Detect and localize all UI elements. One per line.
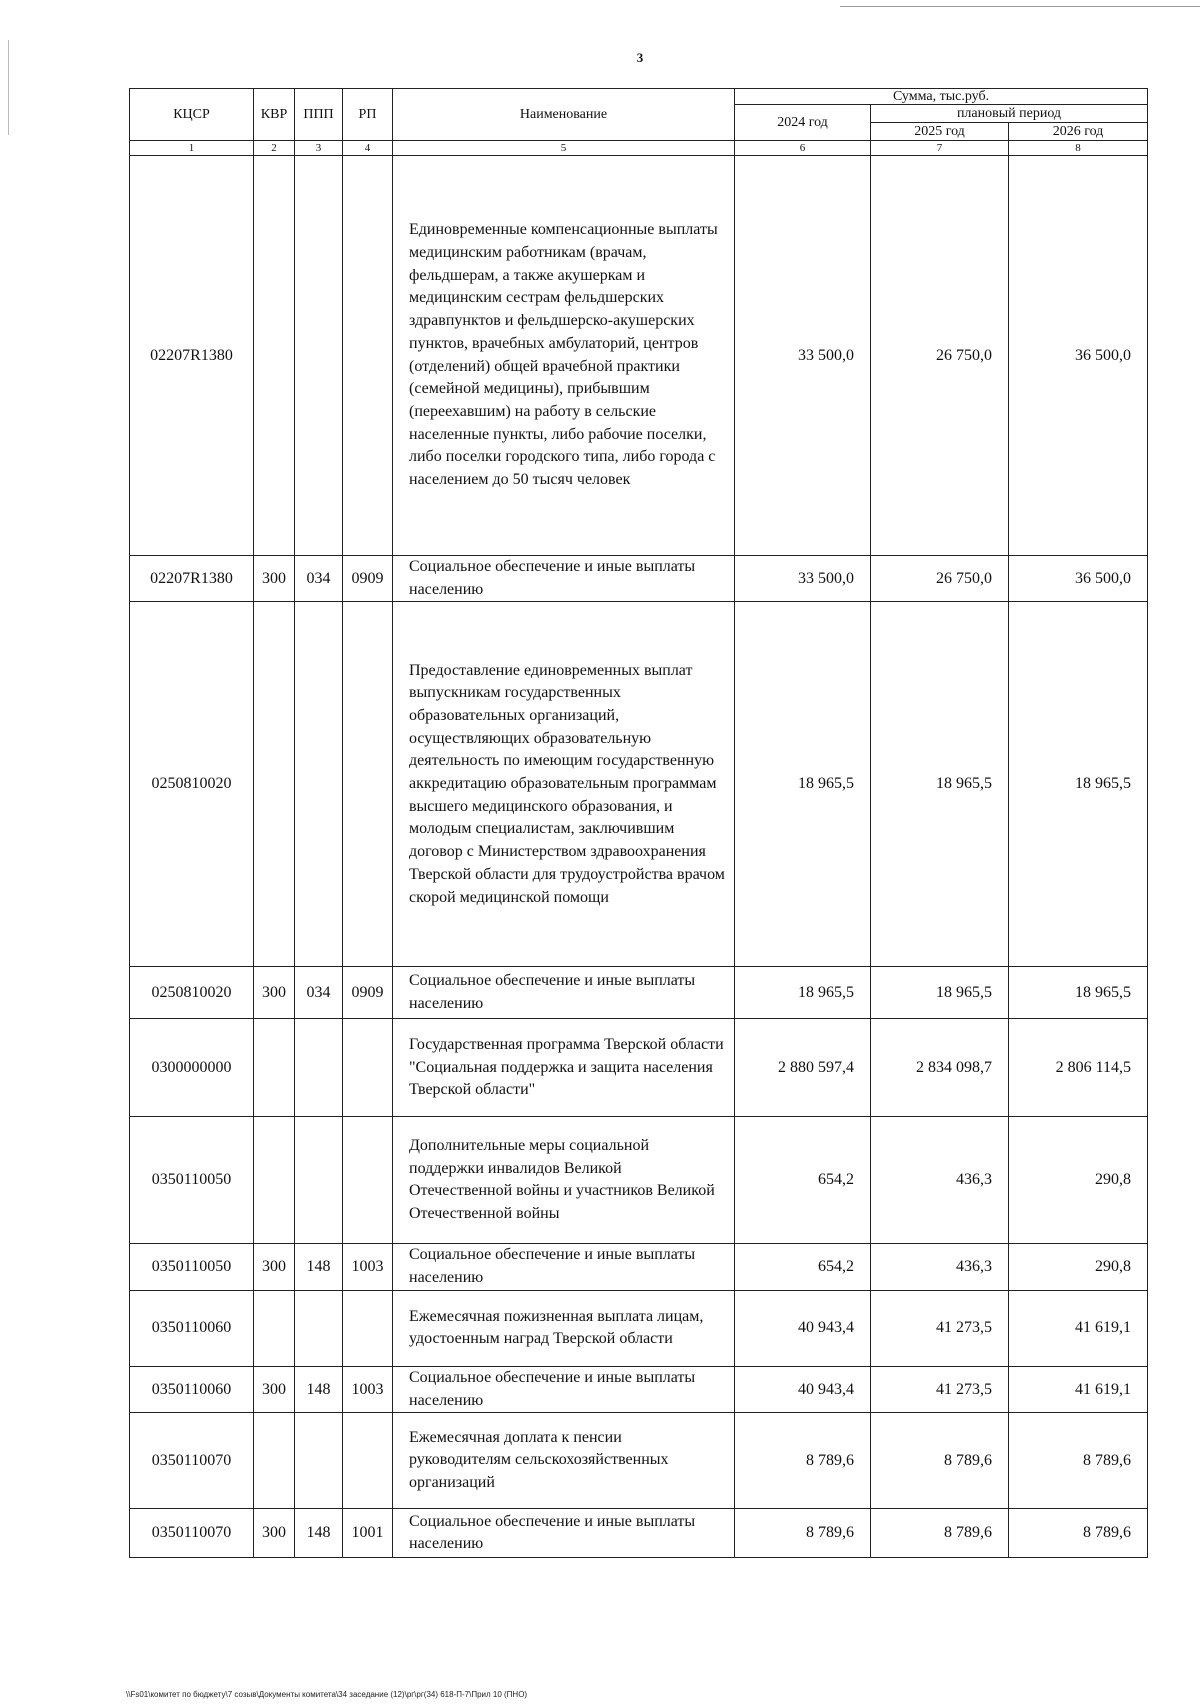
table-row [130,967,1148,1019]
page-number: 3 [636,50,644,65]
ppp-cell [295,156,343,556]
kcsr-cell: 0350110070 [130,1413,254,1509]
table-row [130,1509,1148,1558]
header-name: Наименование [393,89,735,141]
amount-2025-cell: 41 273,5 [871,1366,1009,1412]
rp-cell: 0909 [343,556,393,602]
amount-2026-cell: 41 619,1 [1009,1290,1148,1366]
rp-cell: 1001 [343,1509,393,1558]
kcsr-cell: 0250810020 [130,967,254,1019]
budget-table [129,88,1148,1558]
ppp-cell: 148 [295,1244,343,1290]
name-cell: Социальное обеспечение и иные выплаты населению [393,1244,735,1290]
header-year-2024: 2024 год [735,105,871,141]
column-number: 8 [1009,141,1148,156]
kvr-cell: 300 [254,1366,295,1412]
kvr-cell [254,602,295,967]
column-number: 7 [871,141,1009,156]
header-year-2026: 2026 год [1009,123,1148,141]
kvr-cell [254,156,295,556]
kcsr-cell: 02207R1380 [130,156,254,556]
amount-2024-cell: 40 943,4 [735,1366,871,1412]
amount-2025-cell: 41 273,5 [871,1290,1009,1366]
amount-2026-cell: 2 806 114,5 [1009,1019,1148,1117]
amount-2026-cell: 8 789,6 [1009,1509,1148,1558]
table-row [130,1117,1148,1244]
table-row [130,1413,1148,1509]
amount-2025-cell: 26 750,0 [871,556,1009,602]
name-cell: Ежемесячная пожизненная выплата лицам, удостоенным наград Тверской области [393,1290,735,1366]
amount-2026-cell: 290,8 [1009,1244,1148,1290]
column-number: 1 [130,141,254,156]
name-cell: Предоставление единовременных выплат выпускникам государственных образовательных организаций, осуществляющих образовательную деятельность по имеющим государственную аккредитацию образовательным программам высшего медицинского образования, и молодым специалистам, заключившим договор с Министерством здравоохранения Тверской области для трудоустройства врачом скорой медицинской помощи [393,602,735,967]
table-row [130,1366,1148,1412]
kvr-cell [254,1290,295,1366]
amount-2026-cell: 18 965,5 [1009,602,1148,967]
name-cell: Государственная программа Тверской области "Социальная поддержка и защита населения Тверской области" [393,1019,735,1117]
amount-2025-cell: 436,3 [871,1244,1009,1290]
ppp-cell [295,1290,343,1366]
kvr-cell [254,1019,295,1117]
rp-cell: 1003 [343,1366,393,1412]
amount-2026-cell: 290,8 [1009,1117,1148,1244]
header-planned-period: плановый период [871,105,1148,123]
column-number: 3 [295,141,343,156]
amount-2025-cell: 2 834 098,7 [871,1019,1009,1117]
rp-cell [343,1019,393,1117]
kvr-cell [254,1117,295,1244]
name-cell: Социальное обеспечение и иные выплаты населению [393,967,735,1019]
kcsr-cell: 0350110070 [130,1509,254,1558]
ppp-cell [295,1117,343,1244]
amount-2024-cell: 8 789,6 [735,1509,871,1558]
kvr-cell: 300 [254,967,295,1019]
amount-2025-cell: 8 789,6 [871,1509,1009,1558]
column-number: 2 [254,141,295,156]
amount-2026-cell: 36 500,0 [1009,556,1148,602]
amount-2024-cell: 654,2 [735,1244,871,1290]
footer-file-path: \\Fs01\комитет по бюджету\7 созыв\Документы комитета\34 заседание (12)\рг\рг(34) 618-П-7\Прил 10 (ПНО) [126,1690,528,1699]
amount-2025-cell: 26 750,0 [871,156,1009,556]
rp-cell [343,156,393,556]
table-row [130,156,1148,556]
header-kvr: КВР [254,89,295,141]
kvr-cell: 300 [254,1244,295,1290]
rp-cell [343,1290,393,1366]
column-number: 5 [393,141,735,156]
kvr-cell: 300 [254,556,295,602]
rp-cell: 1003 [343,1244,393,1290]
amount-2024-cell: 8 789,6 [735,1413,871,1509]
kcsr-cell: 0350110060 [130,1290,254,1366]
top-rule [840,6,1200,7]
kcsr-cell: 0300000000 [130,1019,254,1117]
column-number: 6 [735,141,871,156]
header-kcsr: КЦСР [130,89,254,141]
amount-2024-cell: 18 965,5 [735,967,871,1019]
name-cell: Ежемесячная доплата к пенсии руководителям сельскохозяйственных организаций [393,1413,735,1509]
ppp-cell [295,602,343,967]
amount-2024-cell: 40 943,4 [735,1290,871,1366]
ppp-cell [295,1019,343,1117]
table-row [130,556,1148,602]
kcsr-cell: 0350110060 [130,1366,254,1412]
ppp-cell [295,1413,343,1509]
table-row [130,1290,1148,1366]
amount-2025-cell: 18 965,5 [871,967,1009,1019]
ppp-cell: 148 [295,1366,343,1412]
amount-2024-cell: 654,2 [735,1117,871,1244]
kvr-cell: 300 [254,1509,295,1558]
name-cell: Социальное обеспечение и иные выплаты населению [393,556,735,602]
amount-2024-cell: 2 880 597,4 [735,1019,871,1117]
name-cell: Социальное обеспечение и иные выплаты населению [393,1509,735,1558]
name-cell: Единовременные компенсационные выплаты медицинским работникам (врачам, фельдшерам, а также акушеркам и медицинским сестрам фельдшерских здравпунктов и фельдшерско-акушерских пунктов, врачебных амбулаторий, центров (отделений) общей врачебной практики (семейной медицины), прибывшим (переехавшим) на работу в сельские населенные пункты, либо рабочие поселки, либо поселки городского типа, либо города с населением до 50 тысяч человек [393,156,735,556]
amount-2026-cell: 8 789,6 [1009,1413,1148,1509]
header-ppp: ППП [295,89,343,141]
column-number: 4 [343,141,393,156]
ppp-cell: 034 [295,967,343,1019]
rp-cell [343,1117,393,1244]
kcsr-cell: 0350110050 [130,1117,254,1244]
name-cell: Дополнительные меры социальной поддержки инвалидов Великой Отечественной войны и участников Великой Отечественной войны [393,1117,735,1244]
header-sum: Сумма, тыс.руб. [735,89,1148,105]
amount-2024-cell: 18 965,5 [735,602,871,967]
kvr-cell [254,1413,295,1509]
amount-2025-cell: 436,3 [871,1117,1009,1244]
rp-cell [343,602,393,967]
kcsr-cell: 0350110050 [130,1244,254,1290]
column-number-row [130,141,1148,156]
rp-cell [343,1413,393,1509]
name-cell: Социальное обеспечение и иные выплаты населению [393,1366,735,1412]
table-row [130,602,1148,967]
amount-2024-cell: 33 500,0 [735,556,871,602]
ppp-cell: 034 [295,556,343,602]
ppp-cell: 148 [295,1509,343,1558]
amount-2026-cell: 41 619,1 [1009,1366,1148,1412]
amount-2026-cell: 36 500,0 [1009,156,1148,556]
amount-2025-cell: 8 789,6 [871,1413,1009,1509]
table-row [130,1244,1148,1290]
kcsr-cell: 02207R1380 [130,556,254,602]
amount-2026-cell: 18 965,5 [1009,967,1148,1019]
amount-2025-cell: 18 965,5 [871,602,1009,967]
kcsr-cell: 0250810020 [130,602,254,967]
table-row [130,1019,1148,1117]
amount-2024-cell: 33 500,0 [735,156,871,556]
rp-cell: 0909 [343,967,393,1019]
header-year-2025: 2025 год [871,123,1009,141]
header-rp: РП [343,89,393,141]
